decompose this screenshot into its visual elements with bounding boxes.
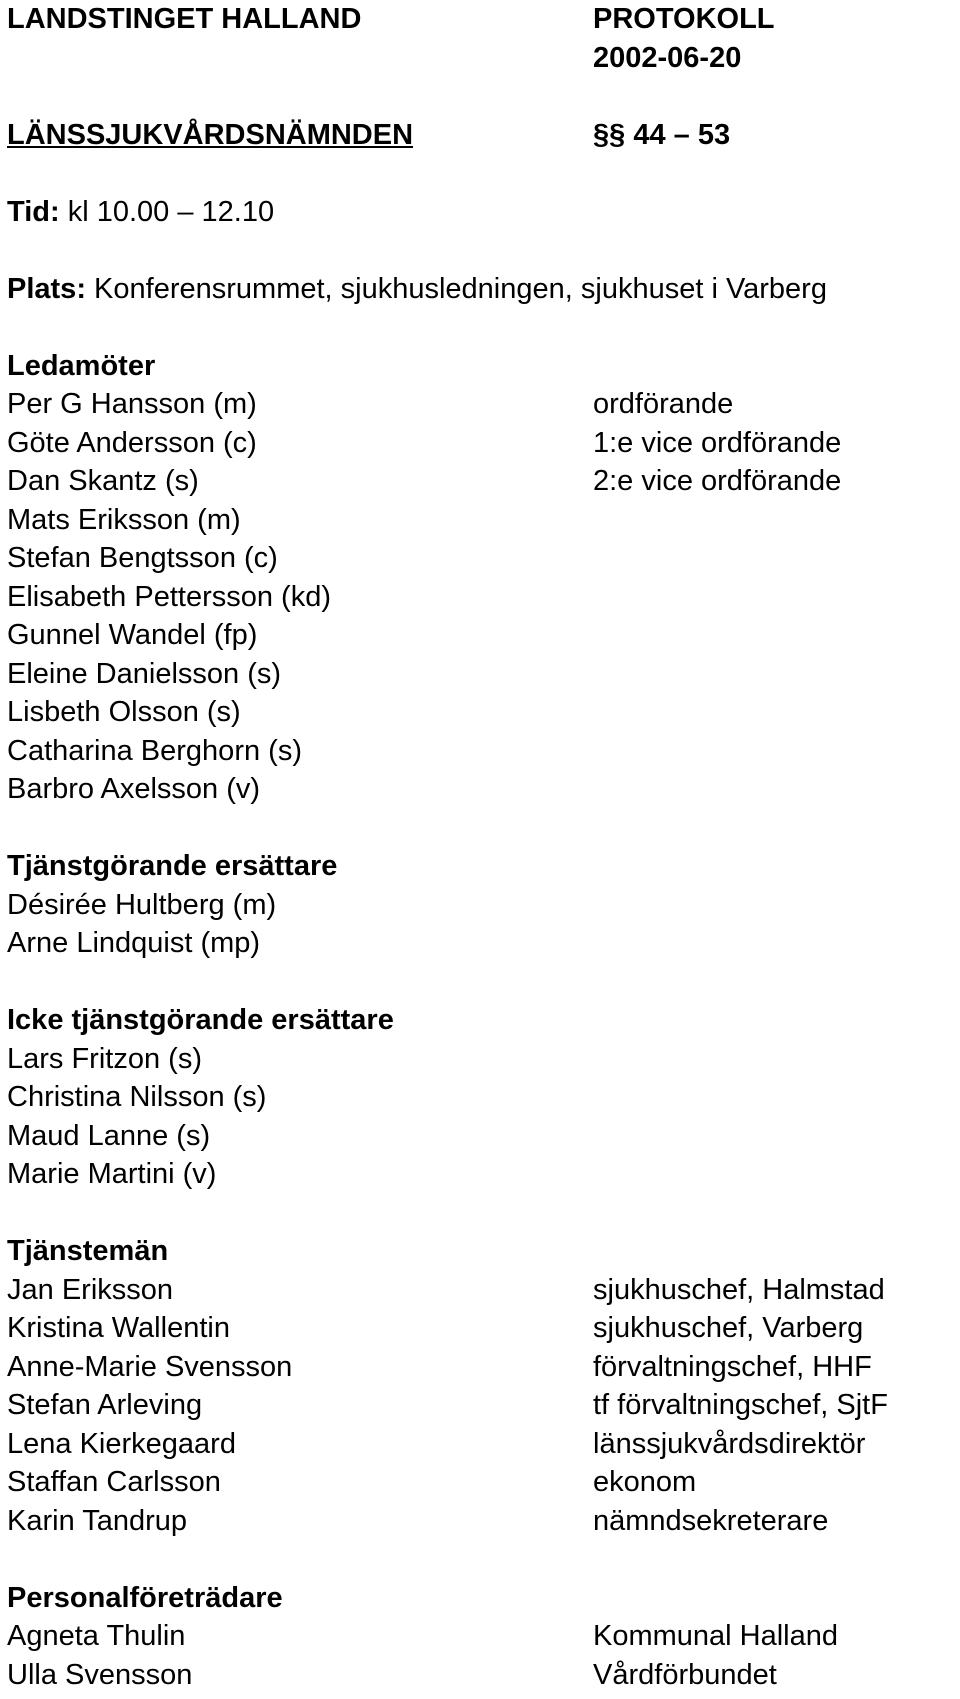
person-name: Lena Kierkegaard bbox=[7, 1427, 236, 1460]
member-row bbox=[7, 462, 957, 501]
person-role bbox=[593, 655, 957, 694]
staff-reps-list bbox=[7, 1617, 957, 1694]
person-name: Dan Skantz (s) bbox=[7, 465, 199, 497]
person-role: 2:e vice ordförande bbox=[593, 465, 842, 497]
person-role bbox=[593, 501, 957, 540]
person-role: ekonom bbox=[593, 1466, 697, 1498]
official-row bbox=[7, 1348, 957, 1387]
person-role: Kommunal Halland bbox=[593, 1620, 839, 1652]
person-role: länssjukvårdsdirektör bbox=[593, 1427, 866, 1460]
person-name: Catharina Berghorn (s) bbox=[7, 734, 302, 767]
person-name: Eleine Danielsson (s) bbox=[7, 657, 282, 690]
official-row bbox=[7, 1425, 957, 1464]
official-row bbox=[7, 1271, 957, 1310]
person-role: 1:e vice ordförande bbox=[593, 426, 842, 459]
person-name: Désirée Hultberg (m) bbox=[7, 888, 277, 921]
person-role: nämndsekreterare bbox=[593, 1504, 829, 1537]
person-name: Barbro Axelsson (v) bbox=[7, 773, 261, 805]
person-role: sjukhuschef, Varberg bbox=[593, 1312, 864, 1344]
member-row bbox=[7, 616, 957, 655]
person-name: Ulla Svensson bbox=[7, 1658, 193, 1691]
official-row bbox=[7, 1386, 957, 1425]
person-role: tf förvaltningschef, SjtF bbox=[593, 1389, 888, 1421]
person-role bbox=[593, 770, 957, 809]
person-role: sjukhuschef, Halmstad bbox=[593, 1273, 885, 1306]
person-role: ordförande bbox=[593, 388, 734, 420]
time-row bbox=[7, 193, 957, 232]
serving-substitutes-list bbox=[7, 886, 957, 963]
member-row bbox=[7, 578, 957, 617]
person-role bbox=[593, 578, 957, 617]
person-name: Stefan Bengtsson (c) bbox=[7, 542, 278, 574]
staff-reps-heading: Personalföreträdare bbox=[7, 1581, 283, 1614]
place-row bbox=[7, 270, 957, 309]
substitute-row bbox=[7, 1078, 957, 1117]
person-name: Marie Martini (v) bbox=[7, 1158, 217, 1190]
officials-list bbox=[7, 1271, 957, 1541]
members-heading: Ledamöter bbox=[7, 349, 156, 382]
person-name: Anne-Marie Svensson bbox=[7, 1350, 293, 1383]
member-row bbox=[7, 655, 957, 694]
member-row bbox=[7, 770, 957, 809]
nonserving-substitutes-list bbox=[7, 1040, 957, 1194]
substitute-row bbox=[7, 924, 957, 963]
header-row-3 bbox=[7, 116, 957, 155]
org-name: LANDSTINGET HALLAND bbox=[7, 3, 362, 35]
substitute-row bbox=[7, 886, 957, 925]
member-row bbox=[7, 424, 957, 463]
officials-heading: Tjänstemän bbox=[7, 1235, 169, 1267]
person-role bbox=[593, 693, 957, 732]
place-value: Konferensrummet, sjukhusledningen, sjukhuset i Varberg bbox=[94, 272, 827, 305]
header-row-2 bbox=[7, 39, 957, 78]
person-name: Arne Lindquist (mp) bbox=[7, 927, 261, 959]
person-role bbox=[593, 616, 957, 655]
serving-substitutes-heading: Tjänstgörande ersättare bbox=[7, 850, 338, 882]
member-row bbox=[7, 539, 957, 578]
place-label: Plats: bbox=[7, 272, 86, 305]
committee-name: LÄNSSJUKVÅRDSNÄMNDEN bbox=[7, 118, 414, 151]
member-row bbox=[7, 693, 957, 732]
substitute-row bbox=[7, 1040, 957, 1079]
person-name: Maud Lanne (s) bbox=[7, 1119, 211, 1152]
person-name: Agneta Thulin bbox=[7, 1620, 186, 1652]
substitute-row bbox=[7, 1155, 957, 1194]
official-row bbox=[7, 1309, 957, 1348]
meeting-date: 2002-06-20 bbox=[593, 41, 742, 74]
time-value: kl 10.00 – 12.10 bbox=[67, 195, 275, 228]
person-role bbox=[593, 732, 957, 771]
person-name: Kristina Wallentin bbox=[7, 1312, 230, 1344]
person-name: Staffan Carlsson bbox=[7, 1466, 221, 1498]
person-name: Karin Tandrup bbox=[7, 1504, 188, 1537]
person-name: Lisbeth Olsson (s) bbox=[7, 696, 241, 728]
doc-type: PROTOKOLL bbox=[593, 3, 775, 35]
person-name: Jan Eriksson bbox=[7, 1273, 174, 1306]
person-name: Mats Eriksson (m) bbox=[7, 503, 241, 536]
staff-rep-row bbox=[7, 1617, 957, 1656]
time-label: Tid: bbox=[7, 195, 60, 228]
person-name: Stefan Arleving bbox=[7, 1389, 203, 1421]
person-role: Vårdförbundet bbox=[593, 1658, 777, 1691]
person-role: förvaltningschef, HHF bbox=[593, 1350, 872, 1383]
member-row bbox=[7, 732, 957, 771]
member-row bbox=[7, 501, 957, 540]
person-name: Elisabeth Pettersson (kd) bbox=[7, 580, 331, 613]
person-name: Gunnel Wandel (fp) bbox=[7, 619, 258, 651]
protocol-page bbox=[7, 0, 957, 1694]
members-list bbox=[7, 385, 957, 809]
paragraph-range: §§ 44 – 53 bbox=[593, 118, 731, 151]
person-name: Göte Andersson (c) bbox=[7, 426, 257, 459]
nonserving-substitutes-heading: Icke tjänstgörande ersättare bbox=[7, 1004, 394, 1036]
person-name: Per G Hansson (m) bbox=[7, 388, 257, 420]
person-name: Christina Nilsson (s) bbox=[7, 1081, 267, 1113]
staff-rep-row bbox=[7, 1656, 957, 1695]
official-row bbox=[7, 1463, 957, 1502]
substitute-row bbox=[7, 1117, 957, 1156]
header-row-1 bbox=[7, 0, 957, 39]
person-role bbox=[593, 539, 957, 578]
official-row bbox=[7, 1502, 957, 1541]
person-name: Lars Fritzon (s) bbox=[7, 1042, 202, 1075]
member-row bbox=[7, 385, 957, 424]
